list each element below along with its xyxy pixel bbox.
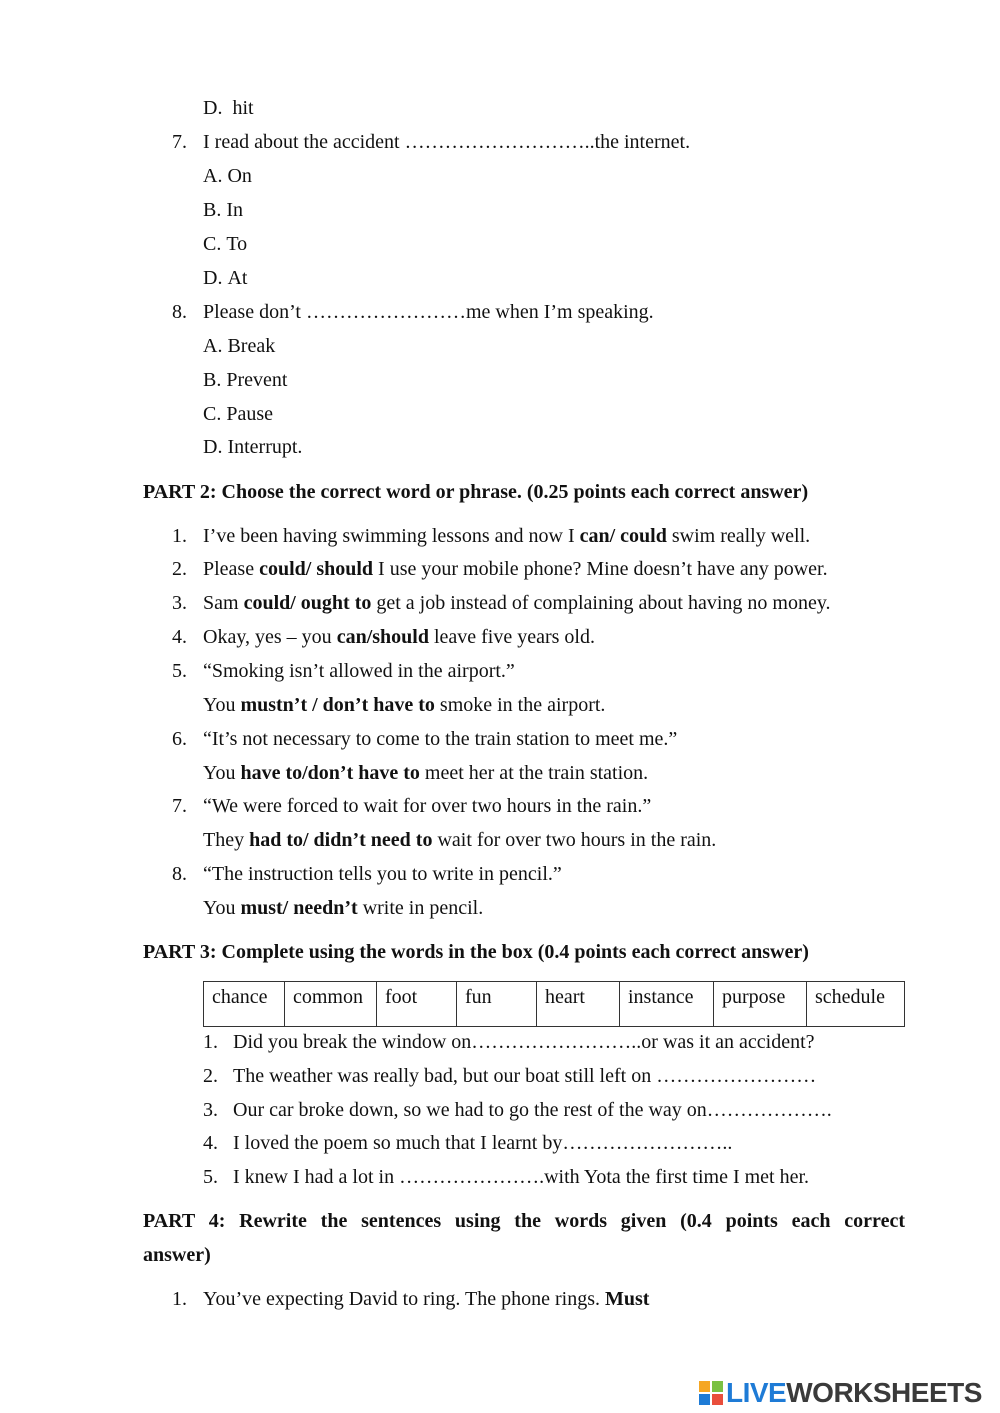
logo-prefix: LIVE: [726, 1377, 787, 1408]
word-box-cell: foot: [377, 982, 457, 1027]
part2-item-5: [203, 693, 605, 717]
q7-option-d: [203, 266, 247, 290]
question-7-text: I read about the accident ………………………..the internet.: [203, 131, 691, 153]
liveworksheets-logo: [698, 1376, 982, 1410]
text-post: leave five years old.: [428, 626, 595, 648]
part2-item-3: [203, 591, 831, 615]
choice-words: could/ should: [259, 558, 374, 580]
part3-item-5: I knew I had a lot in ………………….with Yota the first time I met her.: [233, 1166, 810, 1188]
option-letter: D.: [203, 267, 223, 289]
word-box-cell: purpose: [714, 982, 807, 1027]
part3-item-3: Our car broke down, so we had to go the rest of the way on……………….: [233, 1099, 832, 1121]
item-number: 1.: [203, 1031, 218, 1053]
item-number: 2.: [172, 558, 187, 580]
choice-words: could/ ought to: [243, 592, 372, 614]
item-number: 3.: [203, 1099, 218, 1121]
question-number: 8.: [172, 301, 187, 323]
choice-words: can/ could: [579, 525, 667, 547]
text-pre: They: [203, 829, 250, 851]
option-letter: B.: [203, 199, 222, 221]
text-post: swim really well.: [666, 525, 811, 547]
option-text: Break: [227, 335, 276, 357]
choice-words: have to/don’t have to: [240, 762, 420, 784]
option-text: Prevent: [226, 369, 288, 391]
option-letter: A.: [203, 165, 223, 187]
text-post: smoke in the airport.: [434, 694, 606, 716]
q7-option-b: [203, 198, 243, 222]
text-post: wait for over two hours in the rain.: [432, 829, 717, 851]
item-number: 7.: [172, 795, 187, 817]
word-box-cell: instance: [620, 982, 714, 1027]
text-pre: You: [203, 762, 241, 784]
q7-option-a: [203, 164, 252, 188]
text-pre: I’ve been having swimming lessons and now I: [203, 525, 580, 547]
part2-item-8-quote: “The instruction tells you to write in pencil.”: [203, 863, 562, 885]
part2-item-4: [203, 625, 595, 649]
question-number: 7.: [172, 131, 187, 153]
choice-words: had to/ didn’t need to: [249, 829, 433, 851]
logo-suffix: WORKSHEETS: [786, 1377, 982, 1408]
given-word: Must: [604, 1288, 650, 1310]
part3-item-1: Did you break the window on……………………..or was it an accident?: [233, 1031, 815, 1053]
part-2-heading: PART 2: Choose the correct word or phrase. (0.25 points each correct answer): [143, 481, 809, 503]
item-number: 1.: [172, 525, 187, 547]
text-pre: Sam: [203, 592, 244, 614]
liveworksheets-icon: [698, 1380, 724, 1406]
word-box-cell: fun: [457, 982, 537, 1027]
choice-words: must/ needn’t: [240, 897, 358, 919]
option-letter: C.: [203, 403, 222, 425]
q8-option-c: [203, 402, 273, 426]
word-box: [203, 981, 905, 1027]
question-8-text: Please don’t ……………………me when I’m speaking.: [203, 301, 654, 323]
option-text: Interrupt.: [227, 436, 303, 458]
option-letter: D.: [203, 436, 223, 458]
item-number: 1.: [172, 1288, 187, 1310]
option-text: To: [226, 233, 248, 255]
part-4-heading-line2: answer): [143, 1244, 211, 1266]
text-pre: You: [203, 694, 241, 716]
q8-option-a: [203, 334, 275, 358]
part2-item-5-quote: “Smoking isn’t allowed in the airport.”: [203, 660, 515, 682]
option-text: In: [226, 199, 244, 221]
choice-words: can/should: [336, 626, 429, 648]
option-letter: B.: [203, 369, 222, 391]
part2-item-6: [203, 761, 648, 785]
option-letter: A.: [203, 335, 223, 357]
item-number: 2.: [203, 1065, 218, 1087]
item-number: 4.: [203, 1132, 218, 1154]
text-pre: Please: [203, 558, 260, 580]
item-number: 3.: [172, 592, 187, 614]
option-text: At: [227, 267, 248, 289]
q8-option-d: [203, 435, 302, 459]
item-number: 5.: [172, 660, 187, 682]
text-post: get a job instead of complaining about having no money.: [371, 592, 831, 614]
part2-item-2: [203, 557, 828, 581]
text-post: I use your mobile phone? Mine doesn’t have any power.: [373, 558, 828, 580]
option-letter: C.: [203, 233, 222, 255]
word-box-cell: schedule: [807, 982, 905, 1027]
option-text: hit: [232, 97, 254, 119]
item-number: 6.: [172, 728, 187, 750]
text-post: meet her at the train station.: [419, 762, 649, 784]
logo-wordmark: [726, 1377, 982, 1409]
option-text: On: [227, 165, 252, 187]
part-3-heading: PART 3: Complete using the words in the box (0.4 points each correct answer): [143, 941, 809, 963]
option-letter: D.: [203, 97, 223, 119]
part2-item-1: [203, 524, 810, 548]
part3-item-2: The weather was really bad, but our boat still left on ……………………: [233, 1065, 817, 1087]
word-box-cell: common: [285, 982, 377, 1027]
part4-item-1: [203, 1287, 649, 1311]
part2-item-6-quote: “It’s not necessary to come to the train station to meet me.”: [203, 728, 678, 750]
part3-item-4: I loved the poem so much that I learnt by……………………..: [233, 1132, 733, 1154]
part-4-heading-line1: PART 4: Rewrite the sentences using the words given (0.4 points each correct: [143, 1210, 905, 1232]
text-pre: You: [203, 897, 241, 919]
q7-option-c: [203, 232, 247, 256]
item-number: 8.: [172, 863, 187, 885]
q8-option-b: [203, 368, 287, 392]
item-number: 4.: [172, 626, 187, 648]
option-d-hit: [203, 96, 254, 120]
word-box-cell: chance: [204, 982, 285, 1027]
word-box-cell: heart: [537, 982, 620, 1027]
choice-words: mustn’t / don’t have to: [240, 694, 435, 716]
text-post: write in pencil.: [357, 897, 484, 919]
part2-item-7-quote: “We were forced to wait for over two hours in the rain.”: [203, 795, 652, 817]
text-pre: Okay, yes – you: [203, 626, 337, 648]
option-text: Pause: [226, 403, 274, 425]
item-number: 5.: [203, 1166, 218, 1188]
part2-item-8: [203, 896, 483, 920]
part2-item-7: [203, 828, 716, 852]
item-text: You’ve expecting David to ring. The phone rings.: [203, 1288, 605, 1310]
